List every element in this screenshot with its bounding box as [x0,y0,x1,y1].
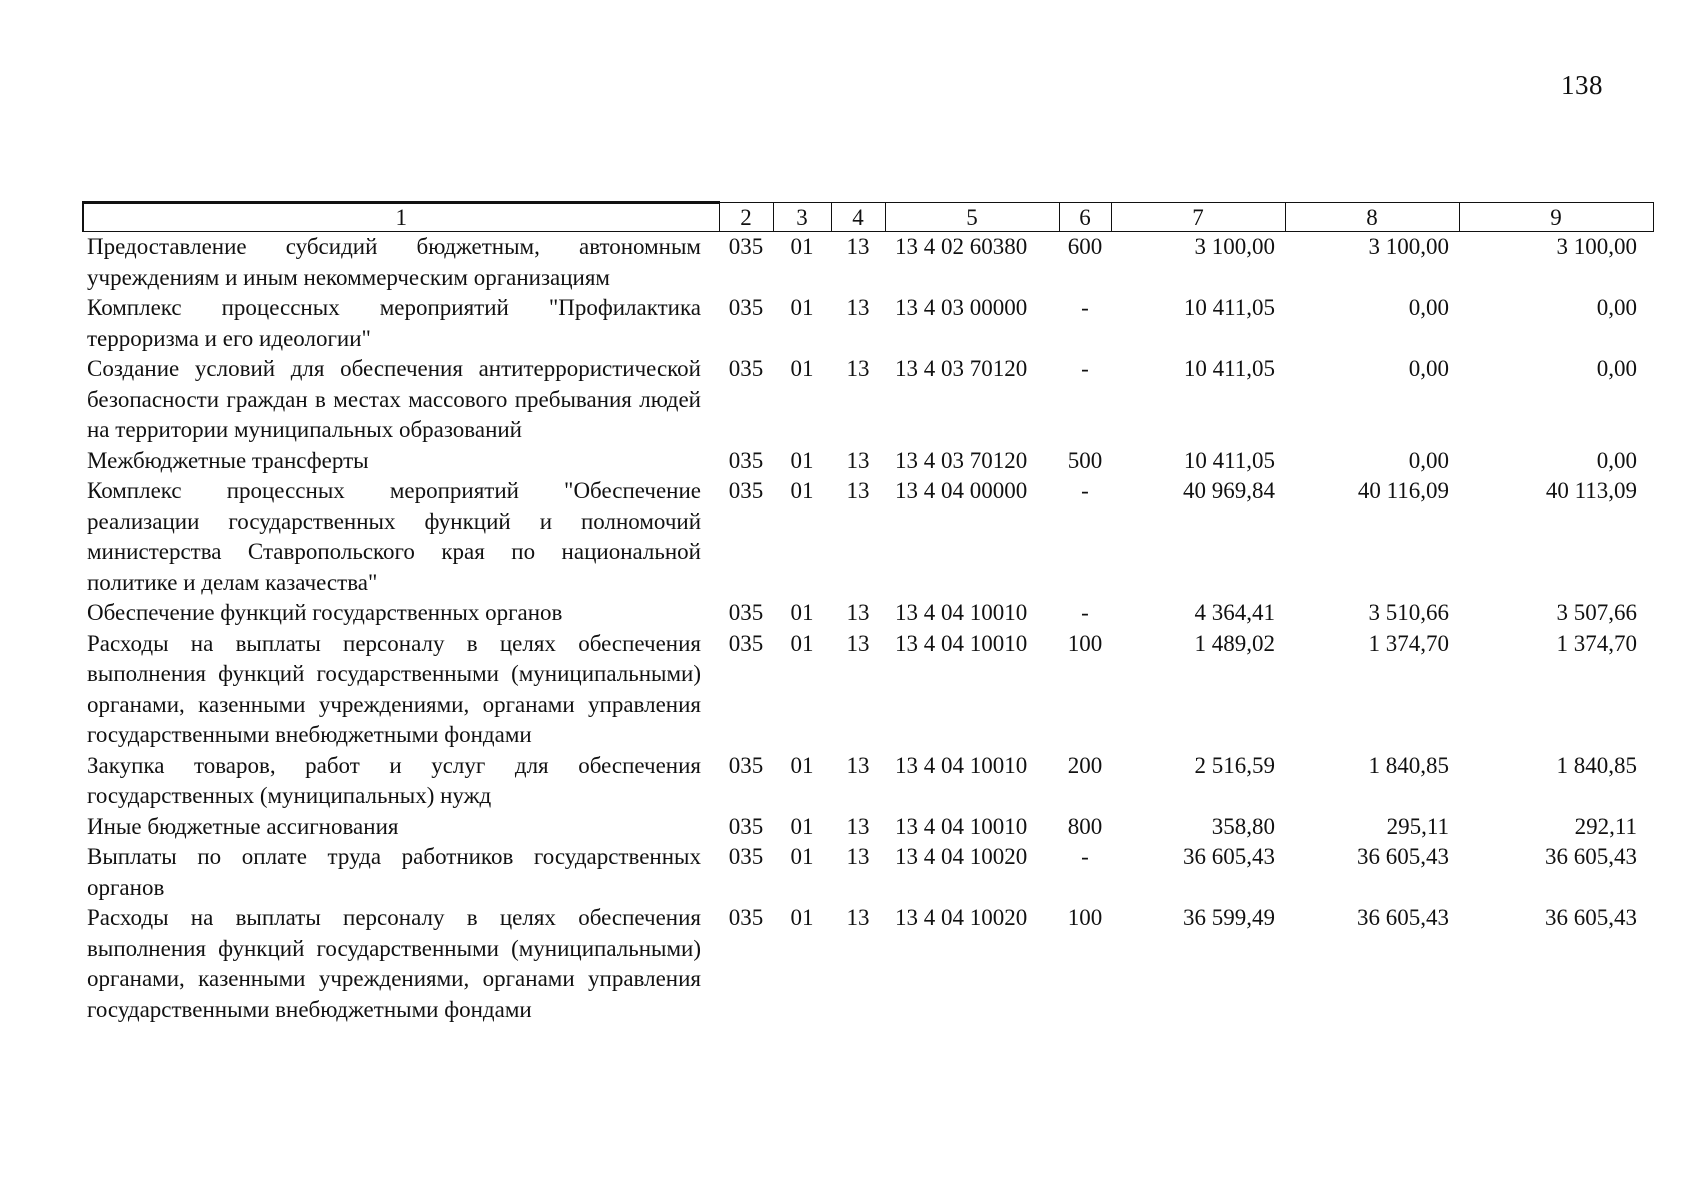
row-amount-col-8: 1 374,70 [1368,630,1449,656]
row-expense-type: 100 [1067,905,1103,930]
row-ministry-code: 035 [728,630,764,656]
row-amount-col-7: 36 599,49 [1183,905,1275,930]
table-row [83,812,1653,843]
row-expense-type: 100 [1067,630,1103,656]
row-ministry-code: 035 [728,752,764,778]
row-section-code: 01 [790,234,814,259]
row-expense-type: - [1081,295,1089,320]
row-amount-col-8: 0,00 [1408,447,1449,473]
row-name: Предоставление субсидий бюджетным, автономным учреждениям и иным некоммерческим организациям [87,234,701,290]
row-name: Комплекс процессных мероприятий "Профилактика терроризма и его идеологии" [87,295,701,351]
table-row [83,293,1653,354]
row-target-code: 13 4 02 60380 [895,234,1028,259]
row-ministry-code: 035 [728,447,764,473]
row-amount-col-7: 36 605,43 [1183,844,1275,869]
row-amount-col-7: 358,80 [1211,813,1275,839]
row-expense-type: 600 [1067,234,1103,259]
header-col-8: 8 [1285,203,1459,232]
row-subsection-code: 13 [846,447,870,473]
row-target-code: 13 4 03 00000 [895,295,1028,320]
row-section-code: 01 [790,447,814,473]
row-name: Межбюджетные трансферты [87,447,369,473]
header-col-6: 6 [1059,203,1111,232]
table-row [83,354,1653,446]
row-amount-col-9: 0,00 [1596,356,1637,381]
header-col-9: 9 [1459,203,1653,232]
table-header [83,203,1653,232]
row-ministry-code: 035 [728,356,764,381]
row-name: Создание условий для обеспечения антитеррористической безопасности граждан в местах массового пребывания людей на территории муниципальных образований [87,356,701,442]
row-subsection-code: 13 [846,752,870,778]
row-name: Обеспечение функций государственных органов [87,600,563,625]
row-amount-col-9: 292,11 [1574,813,1637,839]
budget-table-container [82,201,1654,1025]
row-name: Выплаты по оплате труда работников государственных органов [87,844,701,900]
row-name: Иные бюджетные ассигнования [87,813,399,839]
page-number: 138 [1561,70,1603,100]
table-row [83,903,1653,1025]
row-name: Комплекс процессных мероприятий "Обеспечение реализации государственных функций и полномочий министерства Ставропольского края по национальной политике и делам казачества" [87,478,701,595]
row-amount-col-7: 10 411,05 [1183,356,1275,381]
table-row [83,232,1653,294]
header-col-2: 2 [719,203,773,232]
row-subsection-code: 13 [846,844,870,869]
row-subsection-code: 13 [846,813,870,839]
row-ministry-code: 035 [728,905,764,930]
row-amount-col-8: 3 100,00 [1368,234,1449,259]
row-ministry-code: 035 [728,478,764,503]
row-amount-col-7: 10 411,05 [1183,295,1275,320]
row-expense-type: 200 [1067,752,1103,778]
row-name: Расходы на выплаты персоналу в целях обеспечения выполнения функций государственными (муниципальными) органами, казенными учреждениями, органами управления государственными внебюджетными фондами [87,630,701,747]
row-section-code: 01 [790,813,814,839]
row-subsection-code: 13 [846,905,870,930]
row-expense-type: 500 [1067,447,1103,473]
row-amount-col-9: 1 840,85 [1556,752,1637,778]
row-amount-col-8: 36 605,43 [1357,905,1449,930]
row-subsection-code: 13 [846,356,870,381]
row-subsection-code: 13 [846,234,870,259]
row-target-code: 13 4 04 10010 [895,630,1028,656]
row-ministry-code: 035 [728,844,764,869]
row-amount-col-7: 4 364,41 [1194,600,1275,625]
row-amount-col-9: 1 374,70 [1556,630,1637,656]
row-expense-type: - [1081,478,1089,503]
row-name: Закупка товаров, работ и услуг для обеспечения государственных (муниципальных) нужд [87,752,701,808]
row-amount-col-7: 40 969,84 [1183,478,1275,503]
table-body [83,232,1653,1026]
budget-table [82,201,1654,1025]
row-ministry-code: 035 [728,295,764,320]
row-target-code: 13 4 04 10020 [895,844,1028,869]
header-col-7: 7 [1111,203,1285,232]
row-target-code: 13 4 04 10010 [895,600,1028,625]
row-amount-col-7: 2 516,59 [1194,752,1275,778]
row-target-code: 13 4 04 10010 [895,752,1028,778]
header-col-3: 3 [773,203,831,232]
table-row [83,446,1653,477]
table-row [83,751,1653,812]
row-expense-type: - [1081,356,1089,381]
row-ministry-code: 035 [728,813,764,839]
row-amount-col-9: 3 507,66 [1556,600,1637,625]
row-amount-col-8: 0,00 [1408,295,1449,320]
row-section-code: 01 [790,905,814,930]
row-section-code: 01 [790,752,814,778]
row-expense-type: 800 [1067,813,1103,839]
row-amount-col-8: 36 605,43 [1357,844,1449,869]
row-amount-col-9: 40 113,09 [1545,478,1637,503]
header-col-4: 4 [831,203,885,232]
row-name: Расходы на выплаты персоналу в целях обеспечения выполнения функций государственными (муниципальными) органами, казенными учреждениями, органами управления государственными внебюджетными фондами [87,905,701,1022]
row-expense-type: - [1081,844,1089,869]
row-amount-col-9: 36 605,43 [1545,844,1637,869]
row-target-code: 13 4 04 10010 [895,813,1028,839]
table-row [83,598,1653,629]
row-amount-col-9: 3 100,00 [1556,234,1637,259]
row-amount-col-9: 36 605,43 [1545,905,1637,930]
row-section-code: 01 [790,295,814,320]
row-amount-col-8: 40 116,09 [1357,478,1449,503]
row-expense-type: - [1081,600,1089,625]
row-section-code: 01 [790,356,814,381]
row-amount-col-7: 3 100,00 [1194,234,1275,259]
row-target-code: 13 4 03 70120 [895,447,1028,473]
row-target-code: 13 4 04 00000 [895,478,1028,503]
row-ministry-code: 035 [728,234,764,259]
row-section-code: 01 [790,600,814,625]
row-subsection-code: 13 [846,600,870,625]
row-section-code: 01 [790,844,814,869]
row-amount-col-7: 1 489,02 [1194,630,1275,656]
row-amount-col-8: 295,11 [1386,813,1449,839]
row-section-code: 01 [790,478,814,503]
table-row [83,629,1653,751]
row-amount-col-7: 10 411,05 [1183,447,1275,473]
row-amount-col-8: 1 840,85 [1368,752,1449,778]
row-subsection-code: 13 [846,295,870,320]
header-row [83,203,1653,232]
row-amount-col-9: 0,00 [1596,447,1637,473]
row-subsection-code: 13 [846,630,870,656]
row-target-code: 13 4 04 10020 [895,905,1028,930]
header-col-1: 1 [83,203,719,232]
table-row [83,476,1653,598]
row-subsection-code: 13 [846,478,870,503]
table-row [83,842,1653,903]
row-amount-col-8: 0,00 [1408,356,1449,381]
row-target-code: 13 4 03 70120 [895,356,1028,381]
row-amount-col-8: 3 510,66 [1368,600,1449,625]
row-amount-col-9: 0,00 [1596,295,1637,320]
header-col-5: 5 [885,203,1059,232]
row-section-code: 01 [790,630,814,656]
row-ministry-code: 035 [728,600,764,625]
